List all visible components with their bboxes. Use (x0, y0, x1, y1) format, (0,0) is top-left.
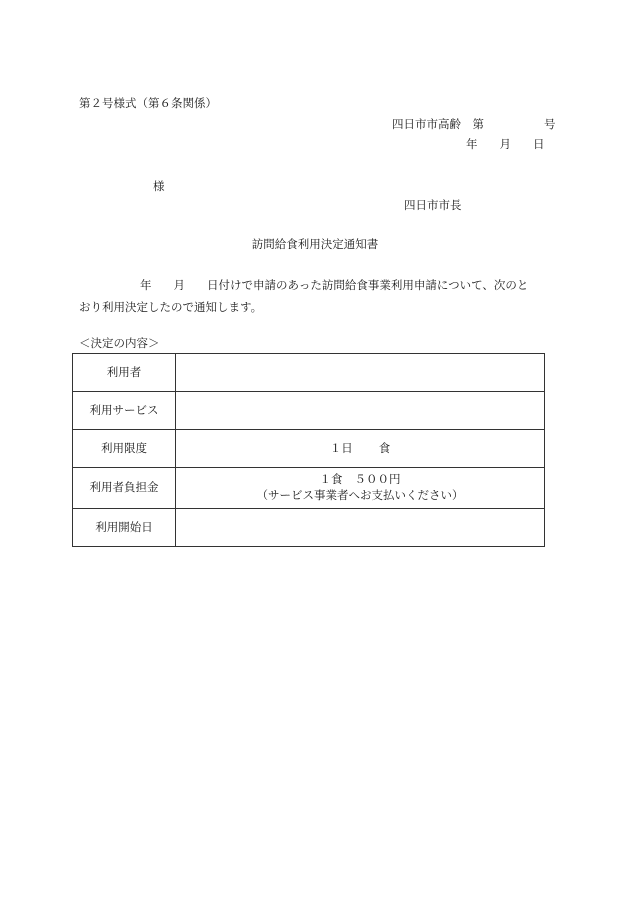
fee-amount: ５００円 (354, 472, 401, 487)
limit-per-day: １日 (329, 440, 353, 455)
row-value-service (176, 392, 545, 430)
date-year: 年 (466, 137, 478, 151)
date-day: 日 (533, 137, 545, 151)
fee-note: （サービス事業者へお支払いください） (256, 488, 464, 502)
body-line-1 (140, 279, 528, 293)
table-row (73, 354, 545, 392)
addressee-honorific: 様 (153, 179, 165, 193)
row-value-user (176, 354, 545, 392)
table-row (73, 468, 545, 509)
body-line-1-text: 日付けで申請のあった訪問給食事業利用申請について、次のと (207, 278, 529, 292)
row-label-service: 利用サービス (73, 392, 176, 430)
section-heading: ＜決定の内容＞ (79, 336, 160, 350)
reference-number-line (392, 118, 556, 132)
fee-amount-line (176, 472, 544, 488)
body-year: 年 (140, 278, 152, 292)
row-label-limit: 利用限度 (73, 430, 176, 468)
document-title: 訪問給食利用決定通知書 (251, 237, 379, 251)
row-label-fee: 利用者負担金 (73, 468, 176, 509)
limit-unit: 食 (378, 440, 391, 455)
row-value-start-date (176, 509, 545, 547)
body-month: 月 (173, 278, 185, 292)
table-row (73, 392, 545, 430)
row-value-limit (176, 430, 545, 468)
decision-details-table (72, 353, 545, 547)
reference-go: 号 (544, 117, 556, 131)
fee-per-meal: １食 (319, 472, 343, 487)
reference-prefix: 四日市市高齢 (392, 117, 461, 131)
table-row (73, 509, 545, 547)
row-label-start-date: 利用開始日 (73, 509, 176, 547)
row-label-user: 利用者 (73, 354, 176, 392)
date-month: 月 (499, 137, 511, 151)
reference-dai: 第 (472, 117, 484, 131)
form-number-label: 第２号様式（第６条関係） (79, 96, 217, 110)
issue-date-line (466, 138, 545, 152)
body-line-2: おり利用決定したので通知します。 (79, 300, 263, 314)
table-row (73, 430, 545, 468)
row-value-fee (176, 468, 545, 509)
sender-name: 四日市市長 (404, 198, 462, 212)
